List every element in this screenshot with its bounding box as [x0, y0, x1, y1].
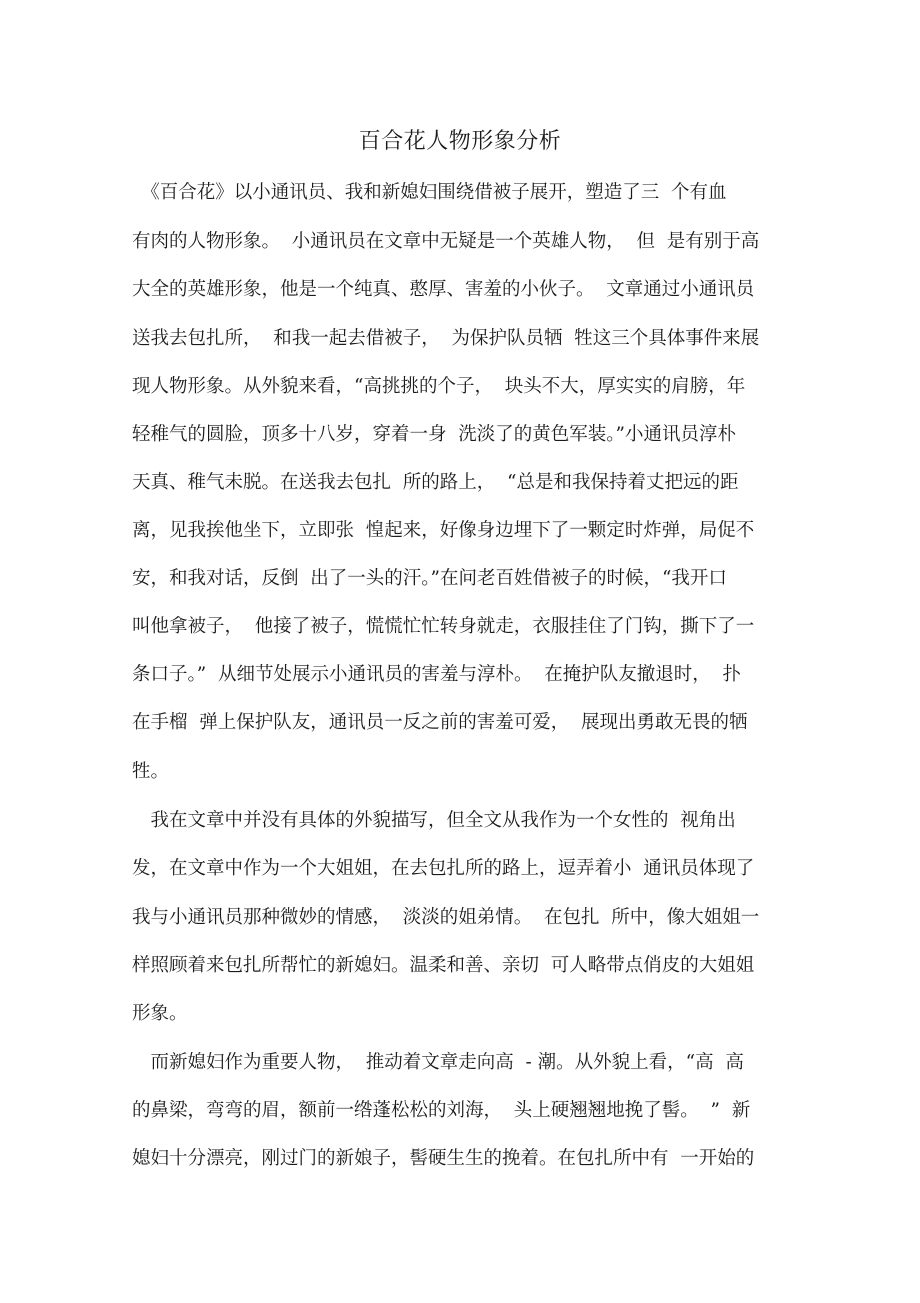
paragraph-1-line-1: 《百合花》以小通讯员、我和新媳妇围绕借被子展开，塑造了三 个有血: [132, 182, 727, 203]
document-title: 百合花人物形象分析: [358, 129, 562, 154]
paragraph-2-line-2: 发，在文章中作为一个大姐姐，在去包扎所的路上，逗弄着小 通讯员体现了: [132, 858, 755, 879]
paragraph-2-line-3: 我与小通讯员那种微妙的情感， 淡淡的姐弟情。 在包扎 所中，像大姐姐一: [132, 907, 760, 928]
paragraph-1-line-11: 条口子。” 从细节处展示小通讯员的害羞与淳朴。 在掩护队友撤退时， 扑: [132, 664, 741, 685]
paragraph-1-line-6: 轻稚气的圆脸，顶多十八岁，穿着一身 洗淡了的黄色军装。”小通讯员淳朴: [132, 424, 736, 445]
paragraph-3-line-3: 媳妇十分漂亮，刚过门的新娘子，髻硬生生的挽着。在包扎所中有 一开始的: [132, 1148, 755, 1169]
paragraph-1-line-12: 在手榴 弹上保护队友，通讯员一反之前的害羞可爱， 展现出勇敢无畏的牺: [132, 712, 748, 733]
paragraph-1-line-7: 天真、稚气未脱。在送我去包扎 所的路上， “总是和我保持着丈把远的距: [132, 472, 739, 493]
paragraph-1-line-8: 离，见我挨他坐下，立即张 惶起来，好像身边埋下了一颗定时炸弹，局促不: [132, 520, 755, 541]
paragraph-2-line-5: 形象。: [132, 1003, 188, 1024]
paragraph-3-line-1: 而新媳妇作为重要人物， 推动着文章走向高 - 潮。从外貌上看，“高 高: [132, 1052, 744, 1073]
paragraph-1-line-5: 现人物形象。从外貌来看，“高挑挑的个子， 块头不大，厚实实的肩膀，年: [132, 376, 746, 397]
paragraph-2-line-4: 样照顾着来包扎所帮忙的新媳妇。温柔和善、亲切 可人略带点俏皮的大姐姐: [132, 955, 755, 976]
paragraph-2-line-1: 我在文章中并没有具体的外貌描写，但全文从我作为一个女性的 视角出: [132, 810, 736, 831]
paragraph-1-line-2: 有肉的人物形象。 小通讯员在文章中无疑是一个英雄人物， 但 是有别于高: [132, 231, 760, 252]
paragraph-1-line-3: 大全的英雄形象，他是一个纯真、憨厚、害羞的小伙子。 文章通过小通讯员: [132, 279, 755, 300]
paragraph-1-line-4: 送我去包扎所， 和我一起去借被子， 为保护队员牺 牲这三个具体事件来展: [132, 328, 760, 349]
paragraph-1-line-9: 安，和我对话，反倒 出了一头的汗。”在问老百姓借被子的时候，“我开口: [132, 568, 727, 589]
paragraph-1-line-13: 牲。: [132, 761, 170, 782]
paragraph-1-line-10: 叫他拿被子， 他接了被子，慌慌忙忙转身就走，衣服挂住了门钩，撕下了一: [132, 616, 755, 637]
paragraph-3-line-2: 的鼻梁，弯弯的眉，额前一绺蓬松松的刘海， 头上硬翘翘地挽了髻。 ” 新: [132, 1100, 751, 1121]
